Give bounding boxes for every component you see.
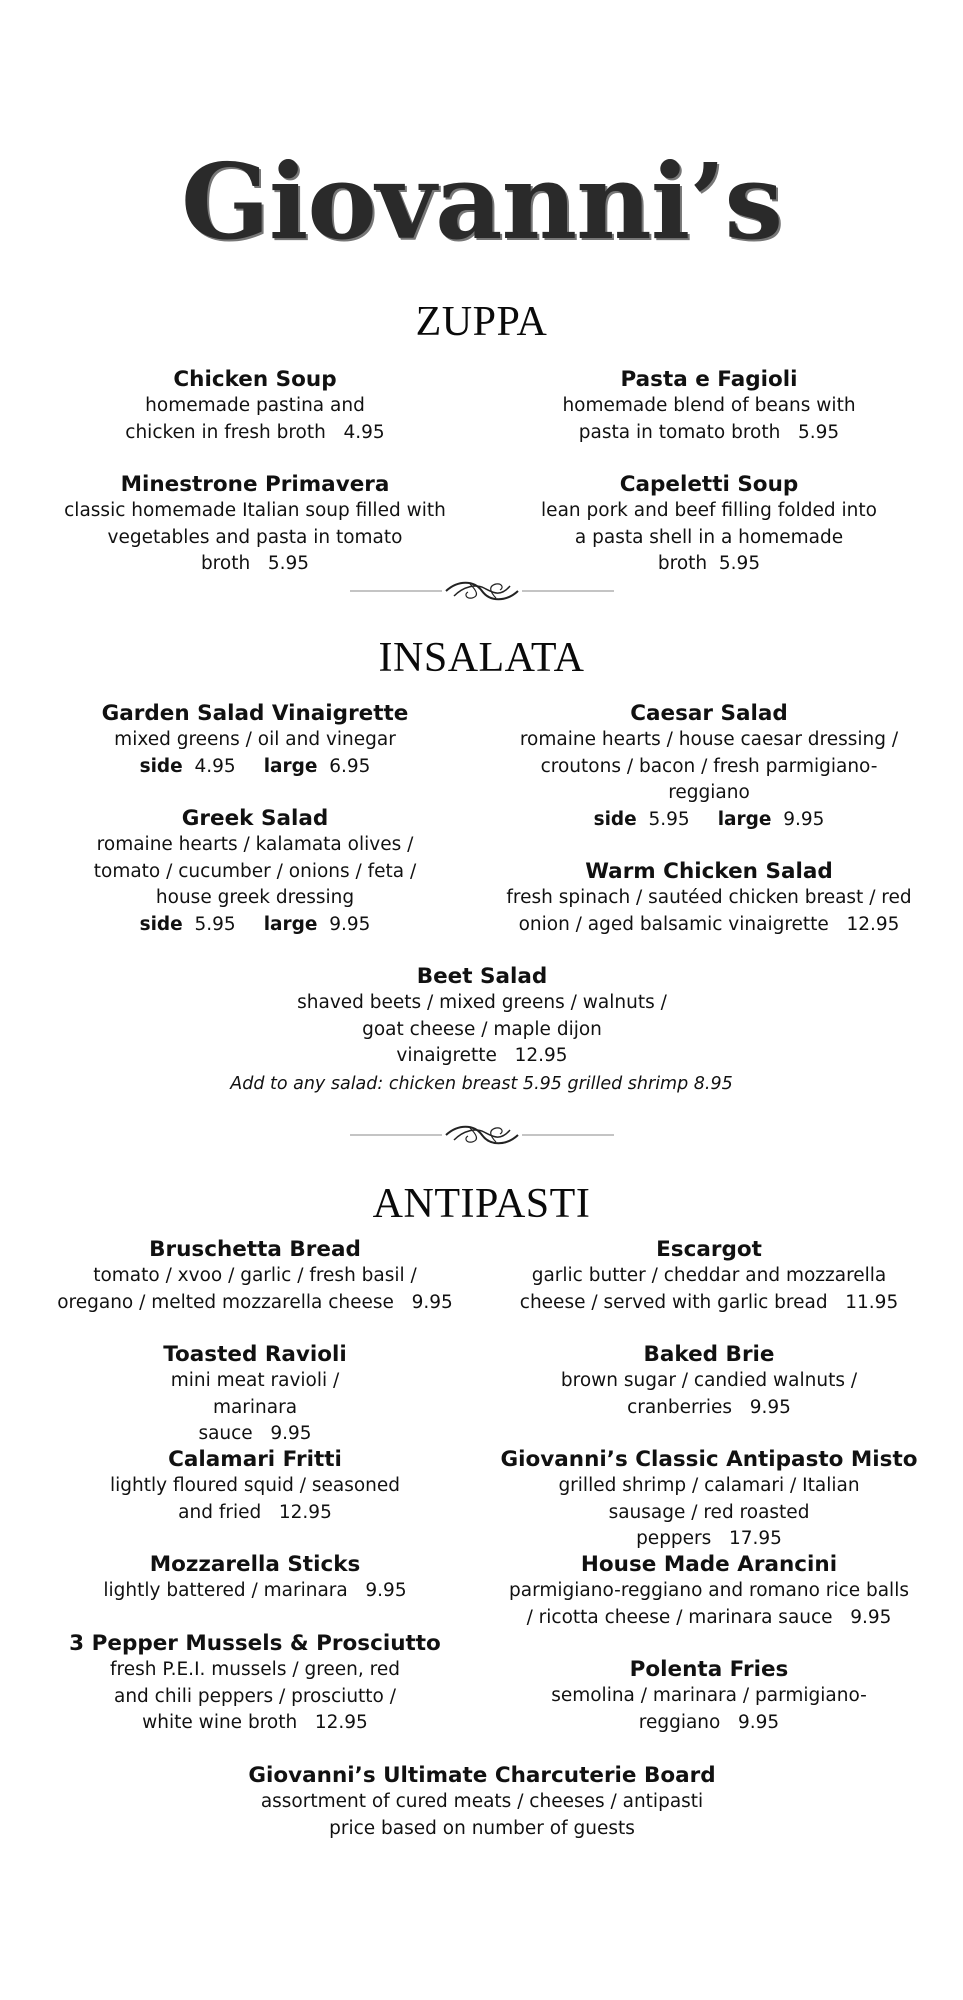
item-desc: lightly floured squid / seasoned and fried [109,1475,401,1523]
item-price: 5.95 [798,421,840,443]
item-name: Pasta e Fagioli [620,367,798,392]
item-price: 9.95 [749,1396,791,1418]
item-desc: mixed greens / oil and vinegar [114,729,396,750]
item-price: 9.95 [270,1423,312,1444]
menu-item-greek-salad [46,805,464,938]
item-name: House Made Arancini [580,1552,838,1577]
item-price: 4.95 [343,421,385,443]
section-title-antipasti: ANTIPASTI [372,1181,591,1227]
item-desc: classic homemade Italian soup filled with vegetables and pasta in tomato broth [64,500,446,574]
size-price: 5.95 [648,808,690,830]
item-desc: fresh P.E.I. mussels / green, red and chili peppers / prosciutto / white wine broth [110,1659,400,1733]
item-name: Mozzarella Sticks [149,1552,361,1577]
size-price: 4.95 [194,755,236,777]
salad-add-on-note: Add to any salad: chicken breast 5.95 grilled shrimp 8.95 [230,1074,733,1094]
item-name: Capeletti Soup [619,472,799,497]
item-name: Giovanni’s Ultimate Charcuterie Board [248,1763,716,1788]
menu-item-toasted-ravioli [46,1341,464,1448]
section-title-zuppa: ZUPPA [415,299,548,345]
size-label: side [593,808,637,830]
menu-item-mozzarella-sticks [46,1551,464,1605]
menu-item-warm-chicken-salad [500,858,918,938]
item-desc: romaine hearts / kalamata olives / tomato / cucumber / onions / feta / house greek dressing [93,834,417,908]
menu-item-escargot [500,1236,918,1316]
item-price: 9.95 [850,1606,892,1628]
flourish-divider [350,576,614,606]
menu-item-beet-salad [262,963,702,1070]
menu-item-minestrone-primavera [46,471,464,578]
item-name: Bruschetta Bread [149,1237,361,1262]
item-desc: parmigiano-reggiano and romano rice balls / ricotta cheese / marinara sauce [509,1580,909,1628]
item-desc: mini meat ravioli / marinara sauce [170,1370,340,1444]
item-desc: grilled shrimp / calamari / Italian sausage / red roasted peppers [558,1475,860,1549]
item-price-text: price based on number of guests [329,1817,635,1839]
menu-item-calamari-fritti [46,1446,464,1526]
size-price: 5.95 [194,913,236,935]
item-price: 9.95 [738,1711,780,1733]
item-price: 12.95 [314,1712,368,1733]
item-desc: romaine hearts / house caesar dressing / croutons / bacon / fresh parmigiano-reggiano [519,729,899,803]
item-sizes [46,754,464,781]
item-price: 12.95 [846,913,900,935]
size-price: 6.95 [329,755,371,777]
menu-item-caesar-salad [500,700,918,833]
item-name: Caesar Salad [630,701,788,726]
item-sizes [46,912,464,939]
section-title-insalata: INSALATA [378,635,585,681]
item-name: Chicken Soup [173,367,337,392]
item-price: 17.95 [728,1528,782,1549]
item-name: Escargot [656,1237,762,1262]
item-desc: homemade pastina and chicken in fresh broth [125,395,365,443]
menu-item-chicken-soup [46,366,464,446]
item-desc: garlic butter / cheddar and mozzarella cheese / served with garlic bread [519,1265,887,1313]
menu-item-pepper-mussels [46,1630,464,1737]
item-price: 9.95 [365,1580,407,1601]
item-desc: semolina / marinara / parmigiano-reggiano [551,1685,867,1733]
menu-item-garden-salad [46,700,464,780]
item-name: Giovanni’s Classic Antipasto Misto [500,1447,918,1472]
item-price: 12.95 [514,1045,568,1066]
item-sizes [500,807,918,834]
item-desc: homemade blend of beans with pasta in tomato broth [562,395,856,443]
item-price: 12.95 [278,1501,332,1523]
menu-item-bruschetta-bread [46,1236,464,1316]
size-label: large [263,913,318,935]
item-price: 11.95 [845,1291,899,1313]
menu-item-house-made-arancini [500,1551,918,1631]
size-label: side [139,755,183,777]
item-name: Beet Salad [416,964,548,989]
item-name: Polenta Fries [629,1657,789,1682]
item-desc: tomato / xvoo / garlic / fresh basil / oregano / melted mozzarella cheese [57,1265,417,1313]
item-desc: brown sugar / candied walnuts / cranberries [560,1370,858,1418]
item-name: Calamari Fritti [168,1447,342,1472]
item-name: Toasted Ravioli [163,1342,347,1367]
item-name: Minestrone Primavera [120,472,390,497]
menu-item-pasta-e-fagioli [500,366,918,446]
item-name: Garden Salad Vinaigrette [101,701,409,726]
size-label: large [717,808,772,830]
menu-item-capeletti-soup [500,471,918,578]
item-name: Warm Chicken Salad [585,859,833,884]
size-label: side [139,913,183,935]
item-desc: lean pork and beef filling folded into a pasta shell in a homemade broth [541,500,877,574]
menu-item-antipasto-misto [500,1446,918,1553]
menu-item-polenta-fries [500,1656,918,1736]
menu-item-baked-brie [500,1341,918,1421]
flourish-divider [350,1120,614,1150]
size-price: 9.95 [783,808,825,830]
item-desc: assortment of cured meats / cheeses / antipasti [260,1791,704,1812]
item-desc: lightly battered / marinara [103,1580,348,1601]
size-label: large [263,755,318,777]
size-price: 9.95 [329,913,371,935]
item-name: Greek Salad [181,806,329,831]
item-price: 5.95 [718,553,761,574]
menu-item-charcuterie-board [232,1762,732,1842]
item-price: 5.95 [267,553,310,574]
restaurant-logo: Giovanni’s [181,140,782,263]
item-desc: shaved beets / mixed greens / walnuts / goat cheese / maple dijon vinaigrette [297,992,667,1066]
item-name: Baked Brie [643,1342,775,1367]
item-price: 9.95 [411,1291,453,1313]
item-desc: fresh spinach / sautéed chicken breast / red onion / aged balsamic vinaigrette [506,887,912,935]
item-name: 3 Pepper Mussels & Prosciutto [69,1631,441,1656]
